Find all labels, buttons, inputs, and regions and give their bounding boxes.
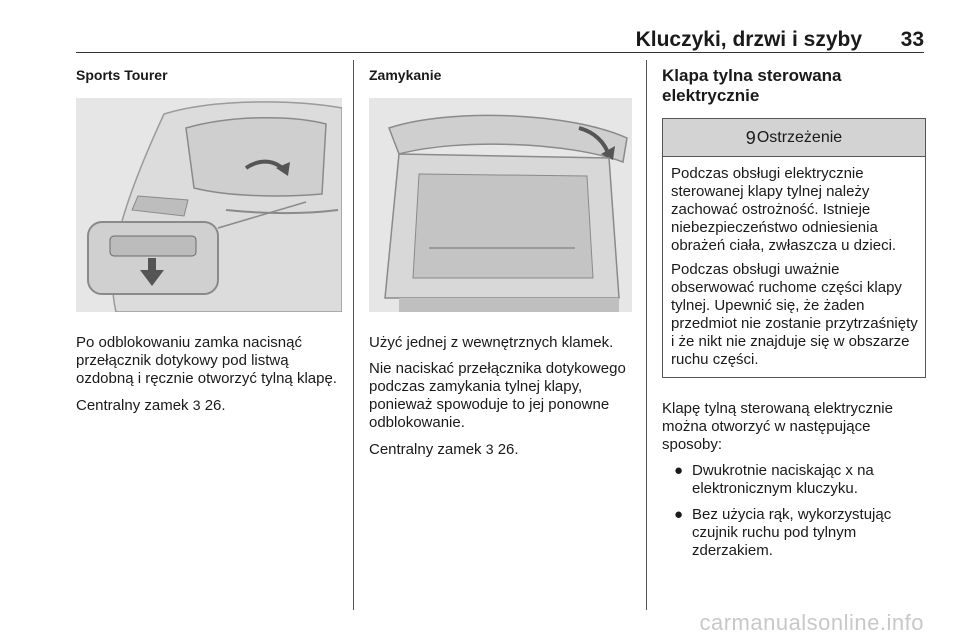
header-rule [76,52,924,53]
column-sports-tourer [76,66,342,415]
warning-icon: 9 [745,127,756,148]
warning-paragraph-1: Podczas obsługi elektrycznie sterowanej klapy tylnej należy zachować ostrożność. Istnieje niebezpieczeństwo odniesienia obrażeń ciała, zwłaszcza u dzieci. [671,165,897,254]
car-rear-drawing [76,98,342,312]
warning-body [663,157,925,377]
header-title: Kluczyki, drzwi i szyby [635,28,862,51]
key-fob-tailgate-icon: x [845,462,853,479]
warning-box [662,118,926,378]
page-number: 33 [900,28,924,51]
column-divider-2 [646,60,647,610]
cross-reference-central-lock[interactable] [76,396,342,415]
list-item-text: Dwukrotnie naciskając [692,462,842,479]
column-divider-1 [353,60,354,610]
ref-page: 26. [497,441,519,458]
section-title-closing: Zamykanie [369,67,442,83]
bullet-icon: ● [674,462,684,479]
list-item-text: Bez użycia rąk, wykorzystując czujnik ruchu pod tylnym zderzakiem. [692,506,892,559]
ref-label: Centralny zamek [369,441,482,458]
open-tailgate-drawing [369,98,632,312]
paragraph-inner-handle: Użyć jednej z wewnętrznych klamek. [369,334,614,351]
page-reference-icon: 3 [485,441,494,457]
page-header [76,22,924,54]
cross-reference-central-lock-2[interactable] [369,440,635,459]
column-closing [369,66,635,459]
paragraph-do-not-press-switch: Nie naciskać przełącznika dotykowego podczas zamykania tylnej klapy, ponieważ spowoduje to jej ponowne odblokowanie. [369,360,626,431]
ref-page: 26. [204,397,226,414]
section-title-power-tailgate: Klapa tylna sterowana elektrycznie [662,66,842,105]
warning-paragraph-2: Podczas obsługi uważnie obserwować ruchome części klapy tylnej. Upewnić się, że żaden przedmiot nie zostanie przytrzaśnięty i że nikt nie znajduje się w obszarze ruchu części. [671,261,918,368]
open-tailgate-illustration [369,98,632,312]
warning-title: Ostrzeżenie [756,128,843,146]
section-title-sports-tourer: Sports Tourer [76,67,168,83]
opening-methods-list [662,462,926,560]
bullet-icon: ● [674,506,684,523]
watermark: carmanualsonline.info [699,610,924,635]
column-power-tailgate [662,66,926,560]
paragraph-opening-methods: Klapę tylną sterowaną elektrycznie można otworzyć w następujące sposoby: [662,400,893,453]
list-item [662,462,926,498]
warning-header [663,119,925,157]
list-item [662,506,926,560]
ref-label: Centralny zamek [76,397,189,414]
page-reference-icon: 3 [192,397,201,413]
tailgate-switch-illustration [76,98,342,312]
list-item-text: na elektronicznym kluczyku. [692,462,874,497]
paragraph-open-tailgate: Po odblokowaniu zamka nacisnąć przełącznik dotykowy pod listwą ozdobną i ręcznie otworzyć tylną klapę. [76,334,337,387]
